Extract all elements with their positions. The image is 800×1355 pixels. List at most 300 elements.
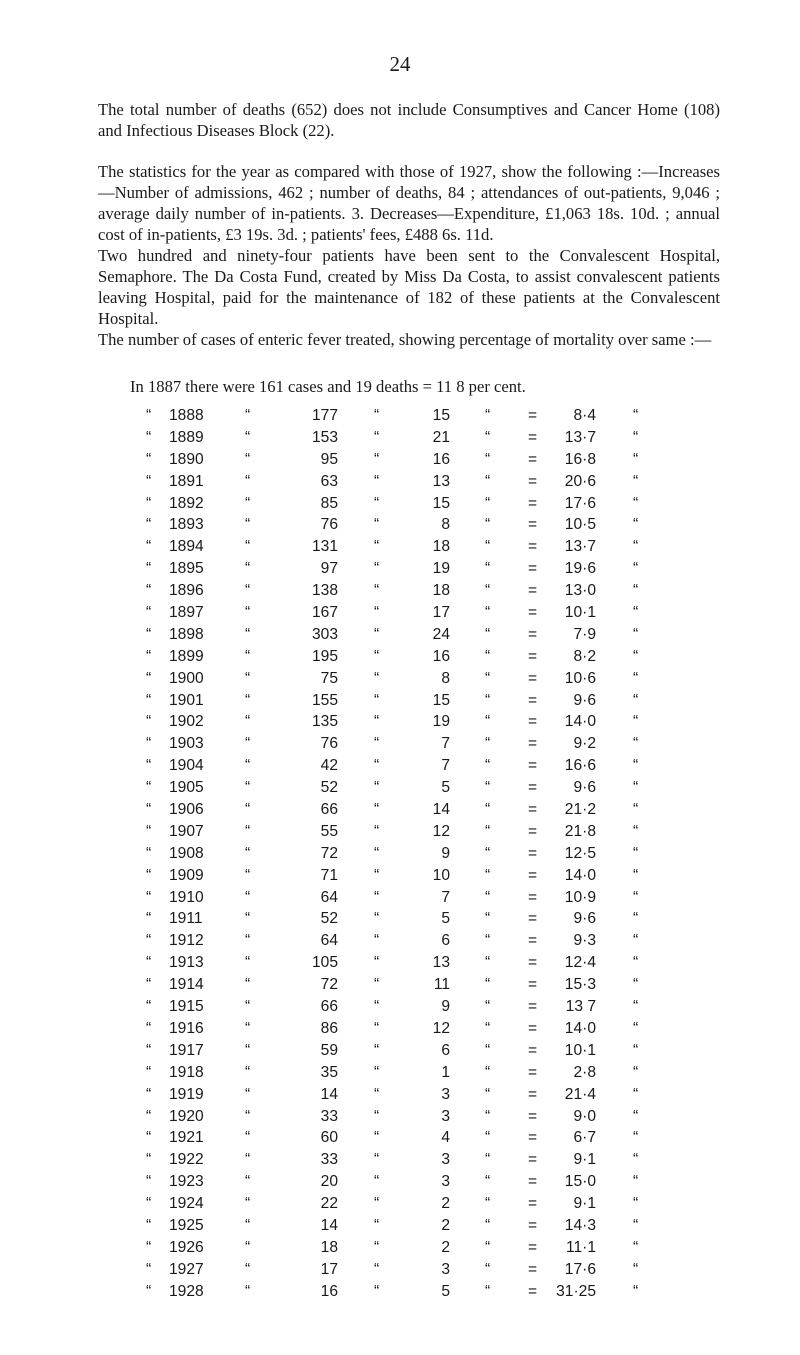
ditto-mark: “ <box>374 735 380 753</box>
row-percentage: 17·6 <box>564 1260 596 1278</box>
ditto-mark: “ <box>146 472 152 490</box>
row-equals: = <box>528 582 538 600</box>
ditto-mark: “ <box>374 669 380 687</box>
row-percentage: 14·0 <box>564 866 596 884</box>
ditto-mark: “ <box>633 757 639 775</box>
ditto-mark: “ <box>146 560 152 578</box>
ditto-mark: “ <box>633 560 639 578</box>
row-deaths: 8 <box>441 669 450 687</box>
row-percentage: 17·6 <box>564 494 596 512</box>
row-equals: = <box>528 801 538 819</box>
row-deaths: 5 <box>441 910 450 928</box>
row-percentage: 13·7 <box>564 538 596 556</box>
ditto-mark: “ <box>245 560 251 578</box>
ditto-mark: “ <box>245 1107 251 1125</box>
ditto-mark: “ <box>485 647 491 665</box>
ditto-mark: “ <box>633 976 639 994</box>
ditto-mark: “ <box>245 407 251 424</box>
table-row <box>0 976 800 998</box>
row-cases: 72 <box>320 976 338 994</box>
ditto-mark: “ <box>146 822 152 840</box>
ditto-mark: “ <box>485 735 491 753</box>
row-percentage: 16·8 <box>564 450 596 468</box>
row-equals: = <box>528 844 538 862</box>
ditto-mark: “ <box>374 516 380 534</box>
ditto-mark: “ <box>633 1173 639 1191</box>
ditto-mark: “ <box>245 472 251 490</box>
row-deaths: 7 <box>441 888 450 906</box>
ditto-mark: “ <box>146 1085 152 1103</box>
row-deaths: 18 <box>432 538 450 556</box>
ditto-mark: “ <box>633 538 639 556</box>
ditto-mark: “ <box>374 428 380 446</box>
row-deaths: 16 <box>432 647 450 665</box>
row-year: 1919 <box>169 1085 204 1103</box>
ditto-mark: “ <box>374 822 380 840</box>
row-cases: 52 <box>320 779 338 797</box>
ditto-mark: “ <box>485 1195 491 1213</box>
row-equals: = <box>528 932 538 950</box>
ditto-mark: “ <box>633 1282 639 1300</box>
ditto-mark: “ <box>146 713 152 731</box>
row-cases: 303 <box>311 625 338 643</box>
ditto-mark: “ <box>633 625 639 643</box>
table-row <box>0 1283 800 1305</box>
row-year: 1926 <box>169 1238 204 1256</box>
row-equals: = <box>528 910 538 928</box>
row-deaths: 16 <box>432 450 450 468</box>
ditto-mark: “ <box>374 604 380 622</box>
ditto-mark: “ <box>633 1107 639 1125</box>
ditto-mark: “ <box>485 801 491 819</box>
ditto-mark: “ <box>374 538 380 556</box>
ditto-mark: “ <box>146 1282 152 1300</box>
page-number: 24 <box>389 52 411 76</box>
ditto-mark: “ <box>633 1195 639 1213</box>
table-row <box>0 1151 800 1173</box>
table-row <box>0 626 800 648</box>
ditto-mark: “ <box>633 669 639 687</box>
row-equals: = <box>528 1063 538 1081</box>
ditto-mark: “ <box>633 844 639 862</box>
table-row <box>0 429 800 451</box>
row-cases: 64 <box>320 932 338 950</box>
ditto-mark: “ <box>245 1019 251 1037</box>
ditto-mark: “ <box>485 932 491 950</box>
row-percentage: 8·2 <box>573 647 596 665</box>
row-deaths: 3 <box>441 1151 450 1169</box>
ditto-mark: “ <box>146 866 152 884</box>
ditto-mark: “ <box>146 735 152 753</box>
ditto-mark: “ <box>633 779 639 797</box>
ditto-mark: “ <box>374 954 380 972</box>
ditto-mark: “ <box>374 1019 380 1037</box>
row-year: 1923 <box>169 1173 204 1191</box>
table-row <box>0 604 800 626</box>
ditto-mark: “ <box>245 1063 251 1081</box>
row-cases: 177 <box>311 407 338 424</box>
row-cases: 16 <box>320 1282 338 1300</box>
row-percentage: 10·1 <box>564 1041 596 1059</box>
ditto-mark: “ <box>374 998 380 1016</box>
ditto-mark: “ <box>245 538 251 556</box>
ditto-mark: “ <box>245 954 251 972</box>
row-equals: = <box>528 1282 538 1300</box>
ditto-mark: “ <box>633 932 639 950</box>
row-cases: 35 <box>320 1063 338 1081</box>
ditto-mark: “ <box>485 713 491 731</box>
ditto-mark: “ <box>245 647 251 665</box>
row-equals: = <box>528 494 538 512</box>
row-deaths: 13 <box>432 472 450 490</box>
row-cases: 33 <box>320 1151 338 1169</box>
row-equals: = <box>528 1238 538 1256</box>
row-year: 1920 <box>169 1107 204 1125</box>
row-percentage: 15·3 <box>564 976 596 994</box>
ditto-mark: “ <box>633 1260 639 1278</box>
ditto-mark: “ <box>633 1063 639 1081</box>
ditto-mark: “ <box>146 1151 152 1169</box>
ditto-mark: “ <box>633 1238 639 1256</box>
row-equals: = <box>528 735 538 753</box>
ditto-mark: “ <box>146 691 152 709</box>
ditto-mark: “ <box>633 428 639 446</box>
row-percentage: 9·6 <box>573 779 596 797</box>
row-cases: 59 <box>320 1041 338 1059</box>
ditto-mark: “ <box>633 647 639 665</box>
row-percentage: 9·1 <box>573 1195 596 1213</box>
table-row <box>0 560 800 582</box>
row-year: 1904 <box>169 757 204 775</box>
row-equals: = <box>528 1216 538 1234</box>
row-equals: = <box>528 560 538 578</box>
ditto-mark: “ <box>485 866 491 884</box>
row-percentage: 12·4 <box>564 954 596 972</box>
row-equals: = <box>528 1019 538 1037</box>
row-cases: 33 <box>320 1107 338 1125</box>
ditto-mark: “ <box>485 757 491 775</box>
row-deaths: 6 <box>441 932 450 950</box>
row-cases: 52 <box>320 910 338 928</box>
ditto-mark: “ <box>245 910 251 928</box>
ditto-mark: “ <box>485 954 491 972</box>
table-intro-line: In 1887 there were 161 cases and 19 deaths = 11 8 per cent. <box>130 377 526 396</box>
row-equals: = <box>528 888 538 906</box>
ditto-mark: “ <box>485 779 491 797</box>
row-year: 1889 <box>169 428 204 446</box>
row-percentage: 8·4 <box>573 407 596 424</box>
row-equals: = <box>528 1129 538 1147</box>
ditto-mark: “ <box>374 1260 380 1278</box>
row-cases: 72 <box>320 844 338 862</box>
row-cases: 105 <box>311 954 338 972</box>
row-percentage: 6·7 <box>573 1129 596 1147</box>
row-deaths: 12 <box>432 822 450 840</box>
ditto-mark: “ <box>374 472 380 490</box>
row-equals: = <box>528 604 538 622</box>
row-year: 1918 <box>169 1063 204 1081</box>
row-percentage: 14·0 <box>564 1019 596 1037</box>
row-year: 1898 <box>169 625 204 643</box>
row-percentage: 21·8 <box>564 822 596 840</box>
row-deaths: 21 <box>432 428 450 446</box>
ditto-mark: “ <box>146 1238 152 1256</box>
row-year: 1905 <box>169 779 204 797</box>
row-year: 1915 <box>169 998 204 1016</box>
ditto-mark: “ <box>633 407 639 424</box>
ditto-mark: “ <box>146 494 152 512</box>
row-deaths: 15 <box>432 407 450 424</box>
row-cases: 86 <box>320 1019 338 1037</box>
ditto-mark: “ <box>485 844 491 862</box>
ditto-mark: “ <box>485 910 491 928</box>
ditto-mark: “ <box>633 1019 639 1037</box>
row-deaths: 3 <box>441 1107 450 1125</box>
table-row <box>0 1042 800 1064</box>
row-cases: 167 <box>311 604 338 622</box>
row-deaths: 24 <box>432 625 450 643</box>
ditto-mark: “ <box>633 822 639 840</box>
ditto-mark: “ <box>485 1019 491 1037</box>
ditto-mark: “ <box>485 888 491 906</box>
ditto-mark: “ <box>374 494 380 512</box>
row-cases: 138 <box>311 582 338 600</box>
ditto-mark: “ <box>374 1041 380 1059</box>
table-row <box>0 1195 800 1217</box>
table-row <box>0 889 800 911</box>
ditto-mark: “ <box>245 757 251 775</box>
table-row <box>0 954 800 976</box>
ditto-mark: “ <box>245 604 251 622</box>
ditto-mark: “ <box>146 450 152 468</box>
ditto-mark: “ <box>374 866 380 884</box>
row-deaths: 13 <box>432 954 450 972</box>
row-cases: 60 <box>320 1129 338 1147</box>
ditto-mark: “ <box>146 1063 152 1081</box>
table-row <box>0 998 800 1020</box>
ditto-mark: “ <box>374 560 380 578</box>
row-percentage: 13·0 <box>564 582 596 600</box>
enteric-fever-table <box>0 407 800 1305</box>
ditto-mark: “ <box>374 1173 380 1191</box>
ditto-mark: “ <box>485 582 491 600</box>
ditto-mark: “ <box>485 1085 491 1103</box>
table-row <box>0 670 800 692</box>
table-row <box>0 932 800 954</box>
row-percentage: 31·25 <box>556 1282 596 1300</box>
ditto-mark: “ <box>485 450 491 468</box>
ditto-mark: “ <box>633 801 639 819</box>
ditto-mark: “ <box>374 625 380 643</box>
row-percentage: 15·0 <box>564 1173 596 1191</box>
ditto-mark: “ <box>245 1195 251 1213</box>
row-cases: 85 <box>320 494 338 512</box>
paragraph-enteric-fever-intro: The number of cases of enteric fever treated, showing percentage of mortality over same :— <box>98 330 712 349</box>
ditto-mark: “ <box>485 1216 491 1234</box>
row-deaths: 3 <box>441 1260 450 1278</box>
row-equals: = <box>528 1151 538 1169</box>
ditto-mark: “ <box>633 582 639 600</box>
row-year: 1890 <box>169 450 204 468</box>
row-deaths: 7 <box>441 757 450 775</box>
ditto-mark: “ <box>245 779 251 797</box>
row-cases: 17 <box>320 1260 338 1278</box>
row-cases: 153 <box>311 428 338 446</box>
row-year: 1894 <box>169 538 204 556</box>
row-year: 1901 <box>169 691 204 709</box>
row-year: 1909 <box>169 866 204 884</box>
ditto-mark: “ <box>146 669 152 687</box>
row-equals: = <box>528 866 538 884</box>
row-percentage: 9·3 <box>573 932 596 950</box>
ditto-mark: “ <box>374 713 380 731</box>
ditto-mark: “ <box>245 844 251 862</box>
ditto-mark: “ <box>245 1041 251 1059</box>
row-year: 1906 <box>169 801 204 819</box>
ditto-mark: “ <box>485 516 491 534</box>
ditto-mark: “ <box>633 691 639 709</box>
ditto-mark: “ <box>146 932 152 950</box>
ditto-mark: “ <box>245 1260 251 1278</box>
row-deaths: 12 <box>432 1019 450 1037</box>
row-cases: 55 <box>320 822 338 840</box>
row-deaths: 1 <box>441 1063 450 1081</box>
row-deaths: 4 <box>441 1129 450 1147</box>
ditto-mark: “ <box>374 450 380 468</box>
ditto-mark: “ <box>146 1107 152 1125</box>
row-percentage: 10·1 <box>564 604 596 622</box>
row-cases: 75 <box>320 669 338 687</box>
ditto-mark: “ <box>633 450 639 468</box>
ditto-mark: “ <box>374 779 380 797</box>
row-cases: 18 <box>320 1238 338 1256</box>
ditto-mark: “ <box>146 1019 152 1037</box>
row-percentage: 21·2 <box>564 801 596 819</box>
row-equals: = <box>528 976 538 994</box>
ditto-mark: “ <box>245 516 251 534</box>
ditto-mark: “ <box>633 472 639 490</box>
row-deaths: 5 <box>441 779 450 797</box>
row-year: 1912 <box>169 932 204 950</box>
row-equals: = <box>528 450 538 468</box>
row-year: 1900 <box>169 669 204 687</box>
row-year: 1897 <box>169 604 204 622</box>
row-percentage: 10·5 <box>564 516 596 534</box>
row-year: 1914 <box>169 976 204 994</box>
ditto-mark: “ <box>485 428 491 446</box>
table-row <box>0 495 800 517</box>
row-cases: 131 <box>311 538 338 556</box>
ditto-mark: “ <box>633 735 639 753</box>
table-row <box>0 1020 800 1042</box>
ditto-mark: “ <box>146 976 152 994</box>
ditto-mark: “ <box>245 494 251 512</box>
row-percentage: 7·9 <box>573 625 596 643</box>
row-deaths: 17 <box>432 604 450 622</box>
row-deaths: 2 <box>441 1238 450 1256</box>
ditto-mark: “ <box>146 757 152 775</box>
table-row <box>0 516 800 538</box>
row-year: 1907 <box>169 822 204 840</box>
ditto-mark: “ <box>374 647 380 665</box>
row-equals: = <box>528 428 538 446</box>
ditto-mark: “ <box>146 779 152 797</box>
row-deaths: 10 <box>432 866 450 884</box>
row-cases: 155 <box>311 691 338 709</box>
ditto-mark: “ <box>146 1173 152 1191</box>
row-percentage: 9·6 <box>573 910 596 928</box>
row-year: 1925 <box>169 1216 204 1234</box>
row-percentage: 9·0 <box>573 1107 596 1125</box>
ditto-mark: “ <box>146 1216 152 1234</box>
ditto-mark: “ <box>146 604 152 622</box>
ditto-mark: “ <box>146 910 152 928</box>
ditto-mark: “ <box>374 1085 380 1103</box>
row-percentage: 16·6 <box>564 757 596 775</box>
table-row <box>0 407 800 429</box>
row-deaths: 3 <box>441 1085 450 1103</box>
table-row <box>0 473 800 495</box>
table-row <box>0 779 800 801</box>
ditto-mark: “ <box>633 888 639 906</box>
row-deaths: 15 <box>432 691 450 709</box>
row-deaths: 6 <box>441 1041 450 1059</box>
row-equals: = <box>528 407 538 424</box>
ditto-mark: “ <box>633 1216 639 1234</box>
row-percentage: 10·6 <box>564 669 596 687</box>
ditto-mark: “ <box>146 516 152 534</box>
table-row <box>0 648 800 670</box>
table-row <box>0 735 800 757</box>
ditto-mark: “ <box>633 1085 639 1103</box>
ditto-mark: “ <box>374 1129 380 1147</box>
table-row <box>0 692 800 714</box>
ditto-mark: “ <box>485 1260 491 1278</box>
row-percentage: 14·0 <box>564 713 596 731</box>
ditto-mark: “ <box>374 1282 380 1300</box>
row-percentage: 14·3 <box>564 1216 596 1234</box>
ditto-mark: “ <box>374 691 380 709</box>
ditto-mark: “ <box>485 625 491 643</box>
row-year: 1910 <box>169 888 204 906</box>
ditto-mark: “ <box>146 998 152 1016</box>
row-equals: = <box>528 669 538 687</box>
row-cases: 66 <box>320 998 338 1016</box>
ditto-mark: “ <box>374 407 380 424</box>
ditto-mark: “ <box>374 1063 380 1081</box>
row-cases: 195 <box>311 647 338 665</box>
paragraph-convalescent-hospital: Two hundred and ninety-four patients have been sent to the Convalescent Hospital, Semaphore. The Da Costa Fund, created by Miss Da Costa, to assist convalescent patients leaving Hospital, paid for the maintenance of 182 of these patients at the Convalescent Hospital. <box>98 246 720 328</box>
row-year: 1928 <box>169 1282 204 1300</box>
row-cases: 95 <box>320 450 338 468</box>
table-row <box>0 801 800 823</box>
ditto-mark: “ <box>146 625 152 643</box>
row-year: 1922 <box>169 1151 204 1169</box>
ditto-mark: “ <box>245 998 251 1016</box>
ditto-mark: “ <box>485 1282 491 1300</box>
row-deaths: 9 <box>441 998 450 1016</box>
ditto-mark: “ <box>633 866 639 884</box>
ditto-mark: “ <box>146 844 152 862</box>
row-deaths: 19 <box>432 713 450 731</box>
ditto-mark: “ <box>245 713 251 731</box>
row-year: 1927 <box>169 1260 204 1278</box>
row-year: 1899 <box>169 647 204 665</box>
ditto-mark: “ <box>245 735 251 753</box>
ditto-mark: “ <box>146 538 152 556</box>
row-percentage: 12·5 <box>564 844 596 862</box>
table-row <box>0 451 800 473</box>
